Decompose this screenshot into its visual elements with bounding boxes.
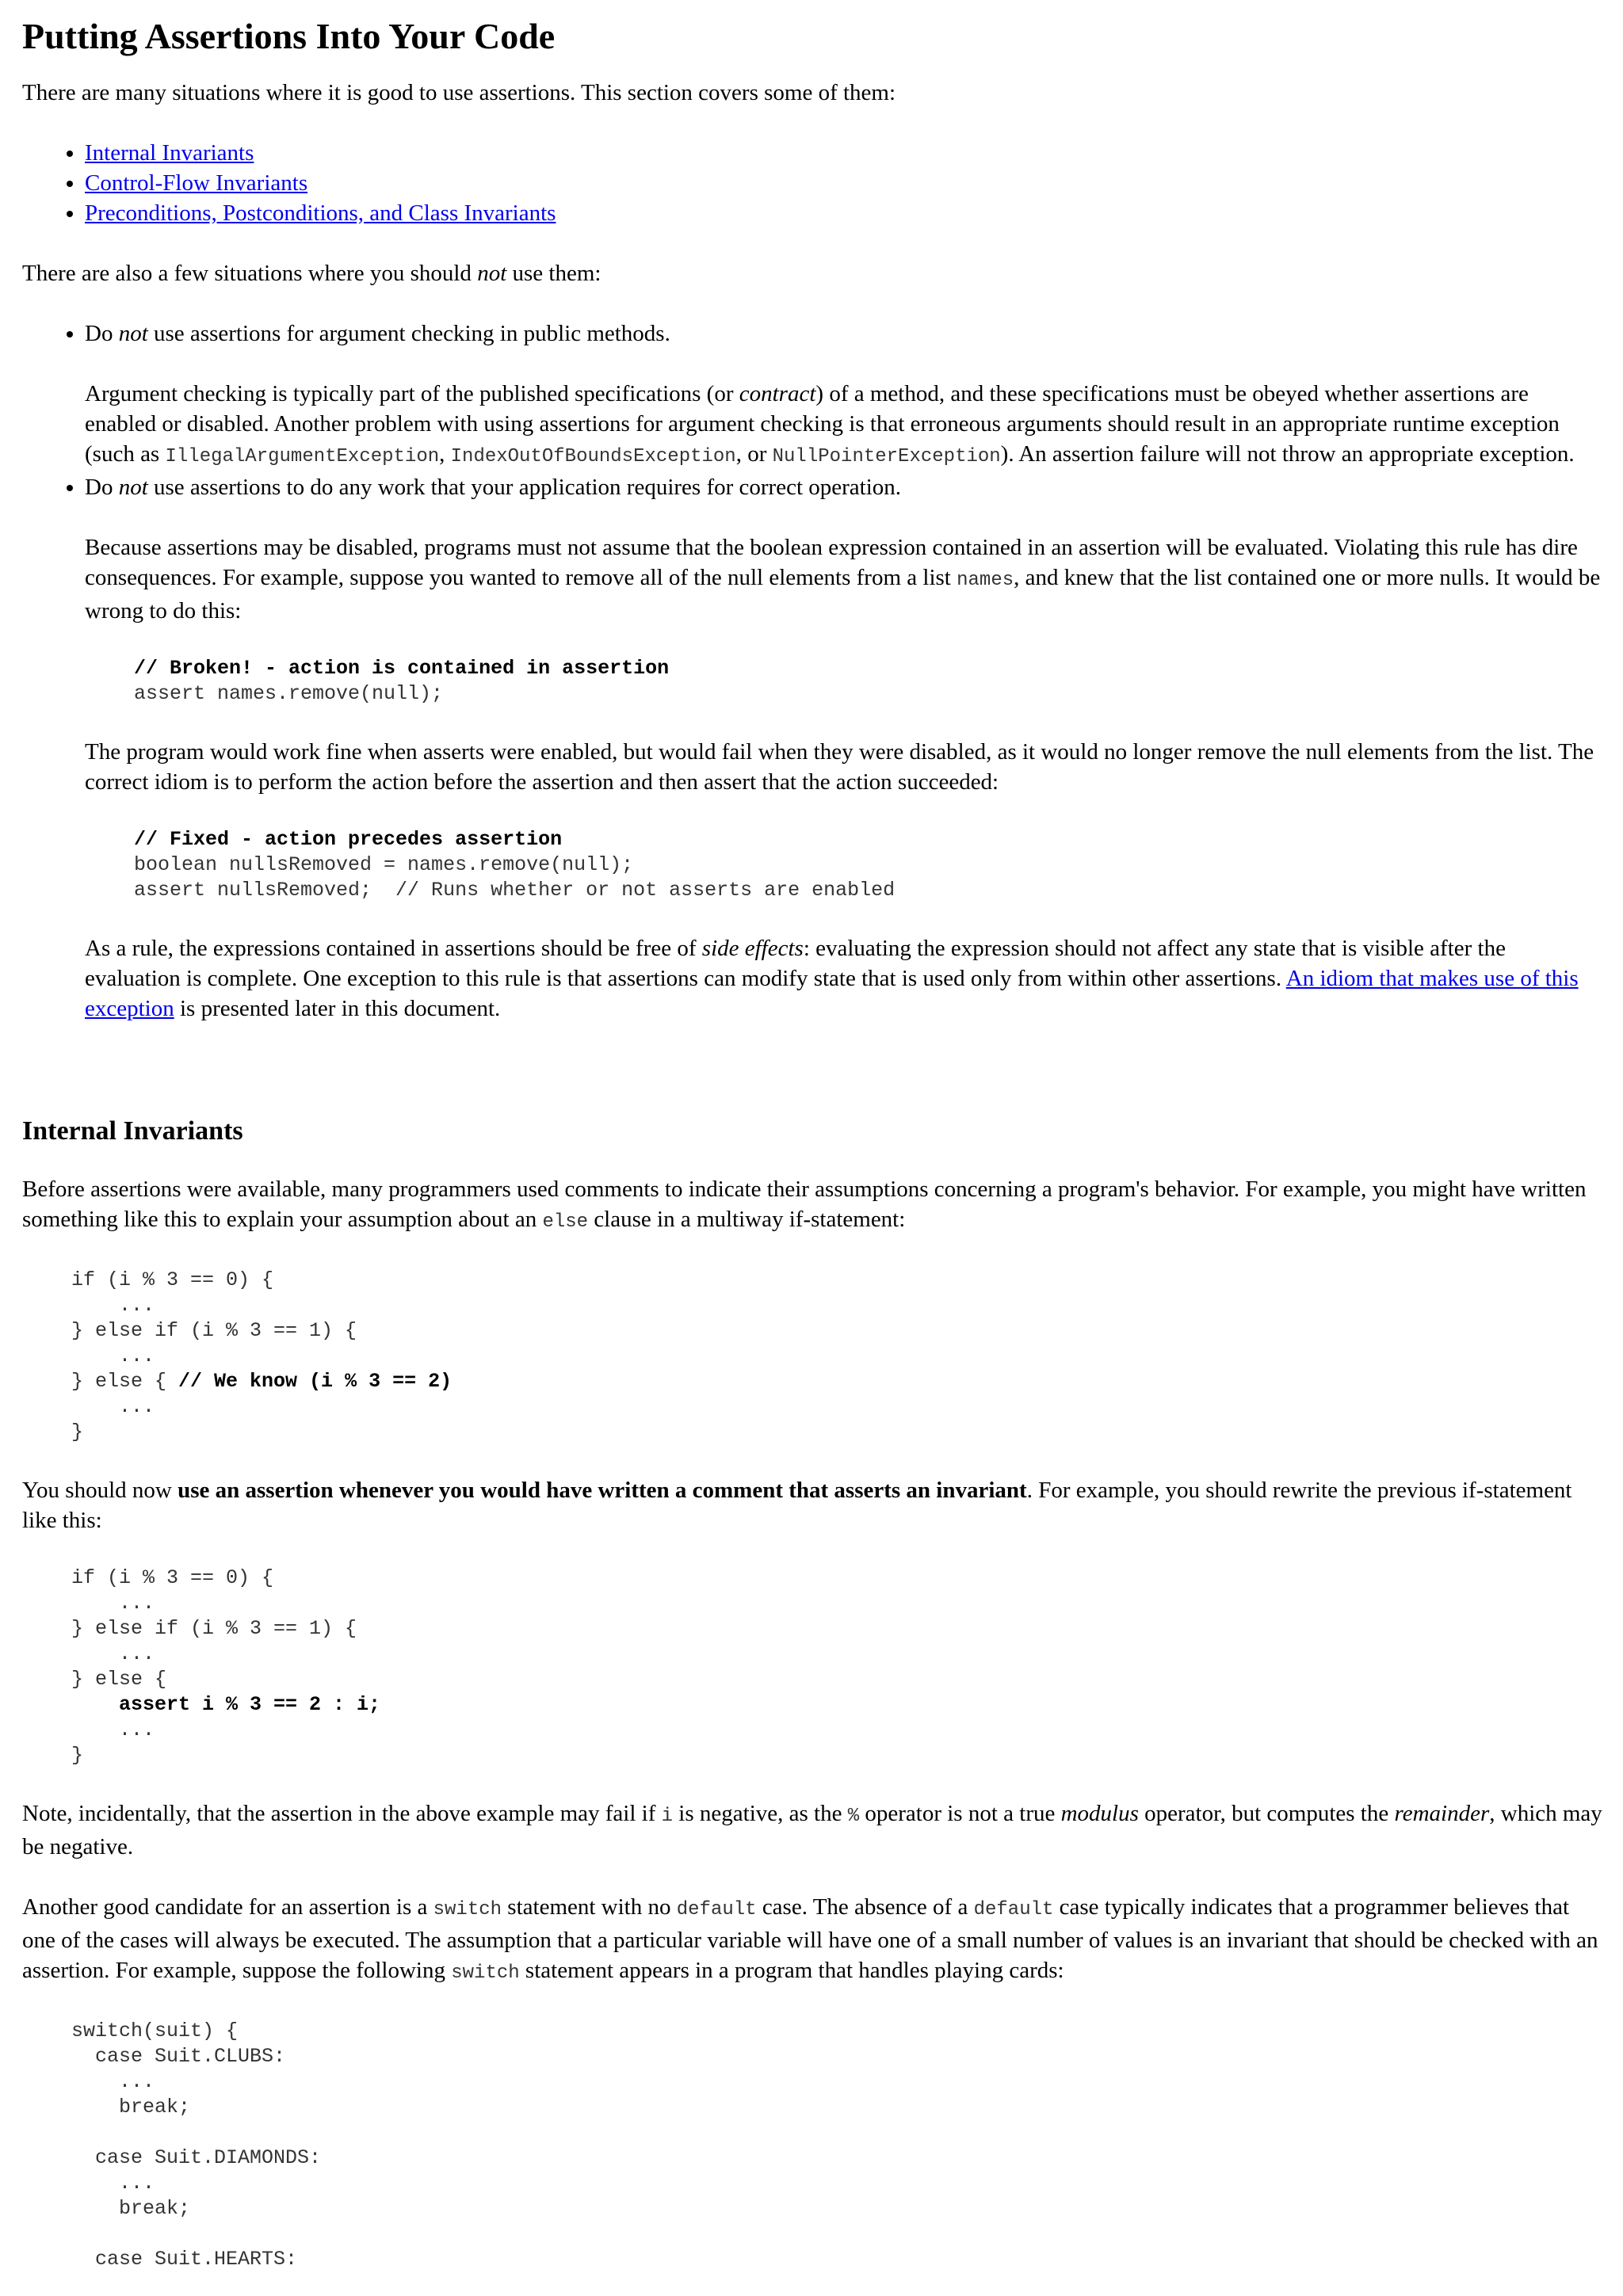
toc-list: [22, 138, 1602, 228]
toc-link-control-flow-invariants[interactable]: Control-Flow Invariants: [85, 170, 308, 196]
not-use-intro: There are also a few situations where you should not use them:: [22, 261, 601, 286]
rule2-paragraph: Because assertions may be disabled, programs must not assume that the boolean expression contained in an assertion will be evaluated. Violating this rule has dire consequences. For example, suppose you wanted to remove all of the null elements from a list names, and knew that the list contained one or more nulls. It would be wrong to do this:: [85, 535, 1601, 624]
toc-link-internal-invariants[interactable]: Internal Invariants: [85, 140, 254, 166]
internal-paragraph-2: You should now use an assertion whenever you would have written a comment that asserts an invariant. For example, you should rewrite the previous if-statement like this:: [22, 1478, 1572, 1533]
rule-argument-checking: • Do not use assertions for argument checking in public methods. Argument checking is typically part of the published specifications (or contract) of a method, and these specifications must be obeyed whether assertions are enabled or disabled. Another problem with using assertions for argument checking is that erroneous arguments should result in an appropriate runtime exception (such as IllegalArgumentException, IndexOutOfBoundsException, or NullPointerException). An assertion failure will not throw an appropriate exception.: [85, 318, 1602, 472]
intro-paragraph: There are many situations where it is good to use assertions. This section covers some of them:: [22, 80, 896, 105]
section-heading-internal-invariants: Internal Invariants: [22, 1116, 243, 1146]
rules-list: [22, 318, 1602, 1024]
page-title: Putting Assertions Into Your Code: [22, 16, 556, 56]
internal-paragraph-4: Another good candidate for an assertion is a switch statement with no default case. The absence of a default case typically indicates that a programmer believes that one of the cases will always be executed. The assumption that a particular variable will have one of a small number of values is an invariant that should be checked with an assertion. For example, suppose the following switch statement appears in a program that handles playing cards:: [22, 1894, 1598, 1984]
code-fixed-example: // Fixed - action precedes assertion boolean nullsRemoved = names.remove(null); assert nullsRemoved; // Runs whether or not asserts are enabled: [134, 828, 896, 902]
toc-item: [85, 198, 1602, 228]
code-broken-example: // Broken! - action is contained in assertion assert names.remove(null);: [134, 657, 670, 705]
toc-link-preconditions[interactable]: Preconditions, Postconditions, and Class Invariants: [85, 200, 556, 226]
rule1-paragraph: Argument checking is typically part of the published specifications (or contract) of a method, and these specifications must be obeyed whether assertions are enabled or disabled. Another problem with using assertions for argument checking is that erroneous arguments should result in an appropriate runtime exception (such as IllegalArgumentException, IndexOutOfBoundsException, or NullPointerException). An assertion failure will not throw an appropriate exception.: [85, 381, 1575, 467]
rule-no-work-in-assertions: • Do not use assertions to do any work that your application requires for correct operation. Because assertions may be disabled, programs must not assume that the boolean expression contained in an assertion will be evaluated. Violating this rule has dire consequences. For example, suppose you wanted to remove all of the null elements from a list names, and knew that the list contained one or more nulls. It would be wrong to do this: // Broken! - action is contained in assertion assert names.remove(null); The program would work fine when asserts were enabled, but would fail when they were disabled, as it would no longer remove the null elements from the list. The correct idiom is to perform the action before the assertion and then assert that the action succeeded: // Fixed - action precedes assertion boolean nullsRemoved = names.remove(null); assert nullsRemoved; // Runs whether or not asserts are enabled As a rule, the expressions contained in assertions should be free of side effects: evaluating the expression should not affect any state that is visible after the evaluation is complete. One exception to this rule is that assertions can modify state that is used only from within other assertions. An idiom that makes use of this exception is presented later in this document.: [85, 472, 1602, 1024]
toc-item: [85, 168, 1602, 198]
code-assert-invariant: if (i % 3 == 0) { ... } else if (i % 3 == 1) { ... } else { assert i % 3 == 2 : i; ... }: [71, 1566, 381, 1767]
internal-paragraph-1: Before assertions were available, many programmers used comments to indicate their assumptions concerning a program's behavior. For example, you might have written something like this to explain your assumption about an else clause in a multiway if-statement:: [22, 1177, 1587, 1233]
code-comment-invariant: if (i % 3 == 0) { ... } else if (i % 3 == 1) { ... } else { // We know (i % 3 == 2) ... }: [71, 1268, 453, 1444]
code-switch-example: switch(suit) { case Suit.CLUBS: ... break; case Suit.DIAMONDS: ... break; case Suit.HEARTS:: [71, 2019, 322, 2271]
internal-paragraph-3: Note, incidentally, that the assertion in the above example may fail if i is negative, as the % operator is not a true modulus operator, but computes the remainder, which may be negative.: [22, 1801, 1602, 1859]
side-effects-paragraph: As a rule, the expressions contained in assertions should be free of side effects: evaluating the expression should not affect any state that is visible after the evaluation is complete. One exception to this rule is that assertions can modify state that is used only from within other assertions. An idiom that makes use of this exception is presented later in this document.: [85, 936, 1579, 1021]
idiom-exception-link[interactable]: An idiom that makes use of this exception: [85, 966, 1579, 1021]
rule2-paragraph-2: The program would work fine when asserts were enabled, but would fail when they were disabled, as it would no longer remove the null elements from the list. The correct idiom is to perform the action before the assertion and then assert that the action succeeded:: [85, 739, 1594, 795]
toc-item: [85, 138, 1602, 168]
